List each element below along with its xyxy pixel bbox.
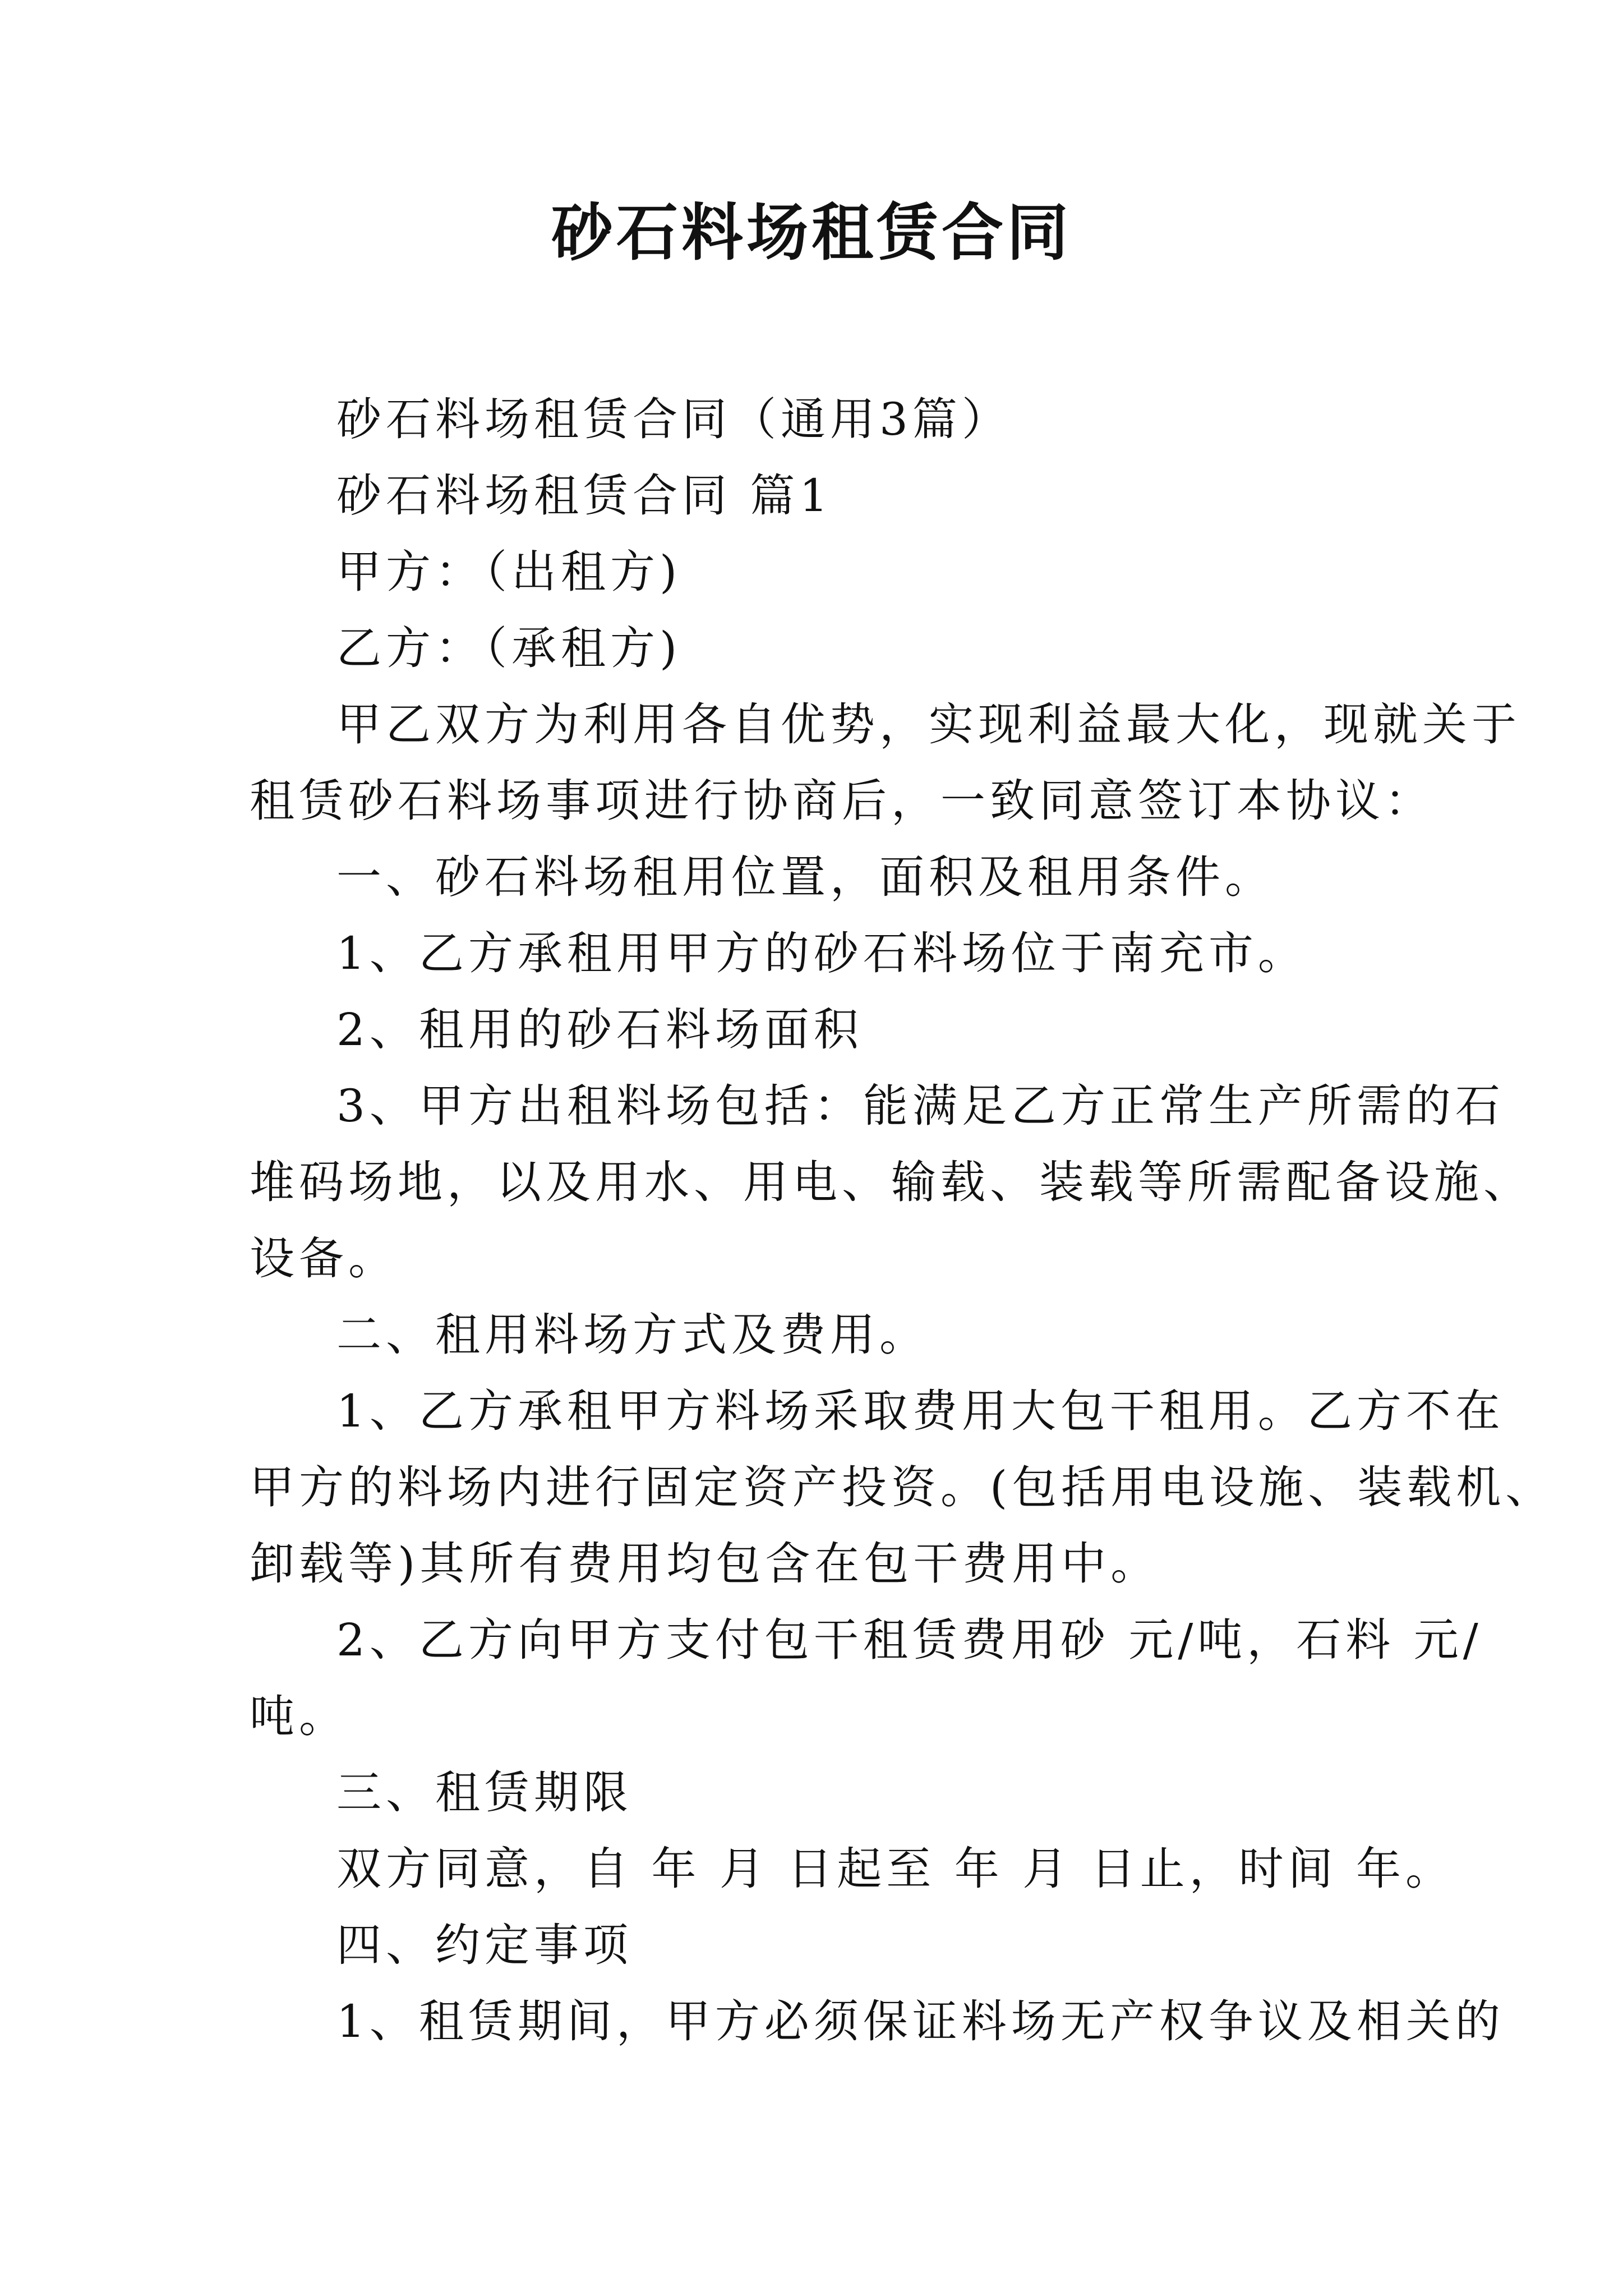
paragraph-line: 卸载等)其所有费用均包含在包干费用中。 <box>250 1538 1160 1590</box>
paragraph-line: 甲乙双方为利用各自优势，实现利益最大化，现就关于 <box>336 698 1521 751</box>
paragraph-line: 砂石料场租赁合同（通用3篇） <box>336 393 1011 445</box>
paragraph-line: 三、租赁期限 <box>336 1766 633 1819</box>
paragraph-line: 租赁砂石料场事项进行协商后，一致同意签订本协议： <box>250 775 1434 827</box>
paragraph-line: 一、砂石料场租用位置，面积及租用条件。 <box>336 851 1274 903</box>
paragraph-line: 乙方：（承租方) <box>336 622 682 674</box>
paragraph-line: 二、租用料场方式及费用。 <box>336 1309 929 1361</box>
paragraph-line: 1、租赁期间，甲方必须保证料场无产权争议及相关的 <box>336 1995 1505 2047</box>
paragraph-line: 堆码场地，以及用水、用电、输载、装载等所需配备设施、 <box>250 1156 1533 1208</box>
document-body <box>250 381 1555 2060</box>
paragraph-line: 3、甲方出租料场包括：能满足乙方正常生产所需的石 <box>336 1080 1505 1132</box>
paragraph-line: 1、乙方承租甲方料场采取费用大包干租用。乙方不在 <box>336 1385 1505 1437</box>
paragraph-line: 甲方：（出租方) <box>336 546 682 598</box>
paragraph-line: 双方同意，自 年 月 日起至 年 月 日止，时间 年。 <box>336 1843 1455 1895</box>
paragraph-line: 设备。 <box>250 1232 398 1285</box>
paragraph-line: 1、乙方承租用甲方的砂石料场位于南充市。 <box>336 927 1307 979</box>
paragraph-line: 四、约定事项 <box>336 1919 633 1971</box>
paragraph-line: 砂石料场租赁合同 篇1 <box>336 470 833 522</box>
paragraph-line: 吨。 <box>250 1690 348 1742</box>
document-title: 砂石料场租赁合同 <box>551 196 1072 269</box>
paragraph-line: 2、租用的砂石料场面积 <box>336 1004 863 1056</box>
paragraph-line: 2、乙方向甲方支付包干租赁费用砂 元/吨，石料 元/ <box>336 1614 1483 1666</box>
paragraph-line: 甲方的料场内进行固定资产投资。(包括用电设施、装载机、 <box>250 1461 1555 1513</box>
